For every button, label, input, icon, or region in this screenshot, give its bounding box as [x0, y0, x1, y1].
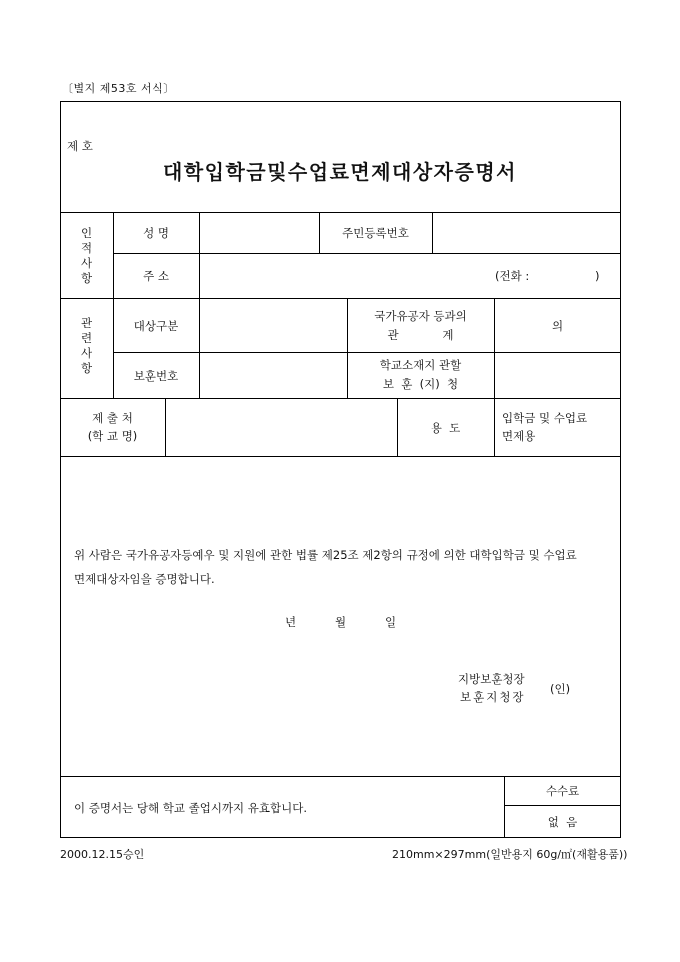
vline-personal-label [199, 212, 200, 298]
issuer-line1: 지방보훈청장 [458, 672, 525, 686]
destination-label-line2: (학 교 명) [87, 429, 138, 443]
date-day-label: 일 [385, 615, 397, 629]
approval-date: 2000.12.15승인 [60, 848, 145, 861]
address-label: 주 소 [143, 269, 169, 283]
rrn-label: 주민등록번호 [342, 226, 409, 240]
vline-use-label [494, 398, 495, 456]
vline-dest-label [165, 398, 166, 456]
relation-label-line1: 국가유공자 등과의 [374, 309, 467, 323]
phone-label: (전화 : ) [495, 269, 600, 283]
paper-spec: 210mm×297mm(일반용지 60g/㎡(재활용품)) [392, 848, 628, 861]
document-number-label: 제 호 [67, 139, 93, 153]
veteran-number-label: 보훈번호 [133, 369, 179, 383]
name-label: 성 명 [143, 226, 169, 240]
vline-relation-office [494, 298, 495, 398]
vline-relation-label [199, 298, 200, 398]
divider-relation-row [113, 352, 621, 353]
divider-fee [504, 805, 621, 806]
destination-label-line1: 제 출 처 [92, 411, 133, 425]
divider-relation [60, 398, 621, 399]
relation-label-line2: 관 계 [387, 328, 454, 342]
category-label: 대상구분 [133, 319, 179, 333]
vline-rrn-label [432, 212, 433, 253]
form-number-label: 〔별지 제53호 서식〕 [62, 82, 175, 95]
seal-mark: (인) [550, 682, 571, 696]
use-value-line2: 면제용 [502, 429, 536, 443]
validity-note: 이 증명서는 당해 학교 졸업시까지 유효합니다. [74, 801, 308, 815]
personal-section-label: 인적사항 [80, 226, 93, 285]
divider-personal [60, 298, 621, 299]
use-value-line1: 입학금 및 수업료 [502, 411, 588, 425]
school-office-line1: 학교소재지 관할 [379, 358, 462, 372]
divider-certification [60, 776, 621, 777]
fee-value: 없 음 [547, 815, 578, 829]
date-month-label: 월 [335, 615, 347, 629]
relation-section-label: 관련사항 [80, 316, 93, 375]
use-label: 용 도 [430, 421, 461, 435]
issuer-line2: 보훈지청장 [460, 690, 526, 704]
relation-suffix: 의 [551, 319, 564, 333]
certification-statement: 위 사람은 국가유공자등예우 및 지원에 관한 법률 제25조 제2항의 규정에 의한 대학입학금 및 수업료 면제대상자임을 증명합니다. [74, 548, 577, 586]
divider-submission [60, 456, 621, 457]
divider-header [60, 212, 621, 213]
divider-name-row [113, 253, 621, 254]
school-office-line2: 보 훈 (지) 청 [382, 377, 459, 391]
document-title: 대학입학금및수업료면제대상자증명서 [163, 160, 517, 184]
fee-label: 수수료 [545, 784, 580, 798]
date-year-label: 년 [285, 615, 297, 629]
